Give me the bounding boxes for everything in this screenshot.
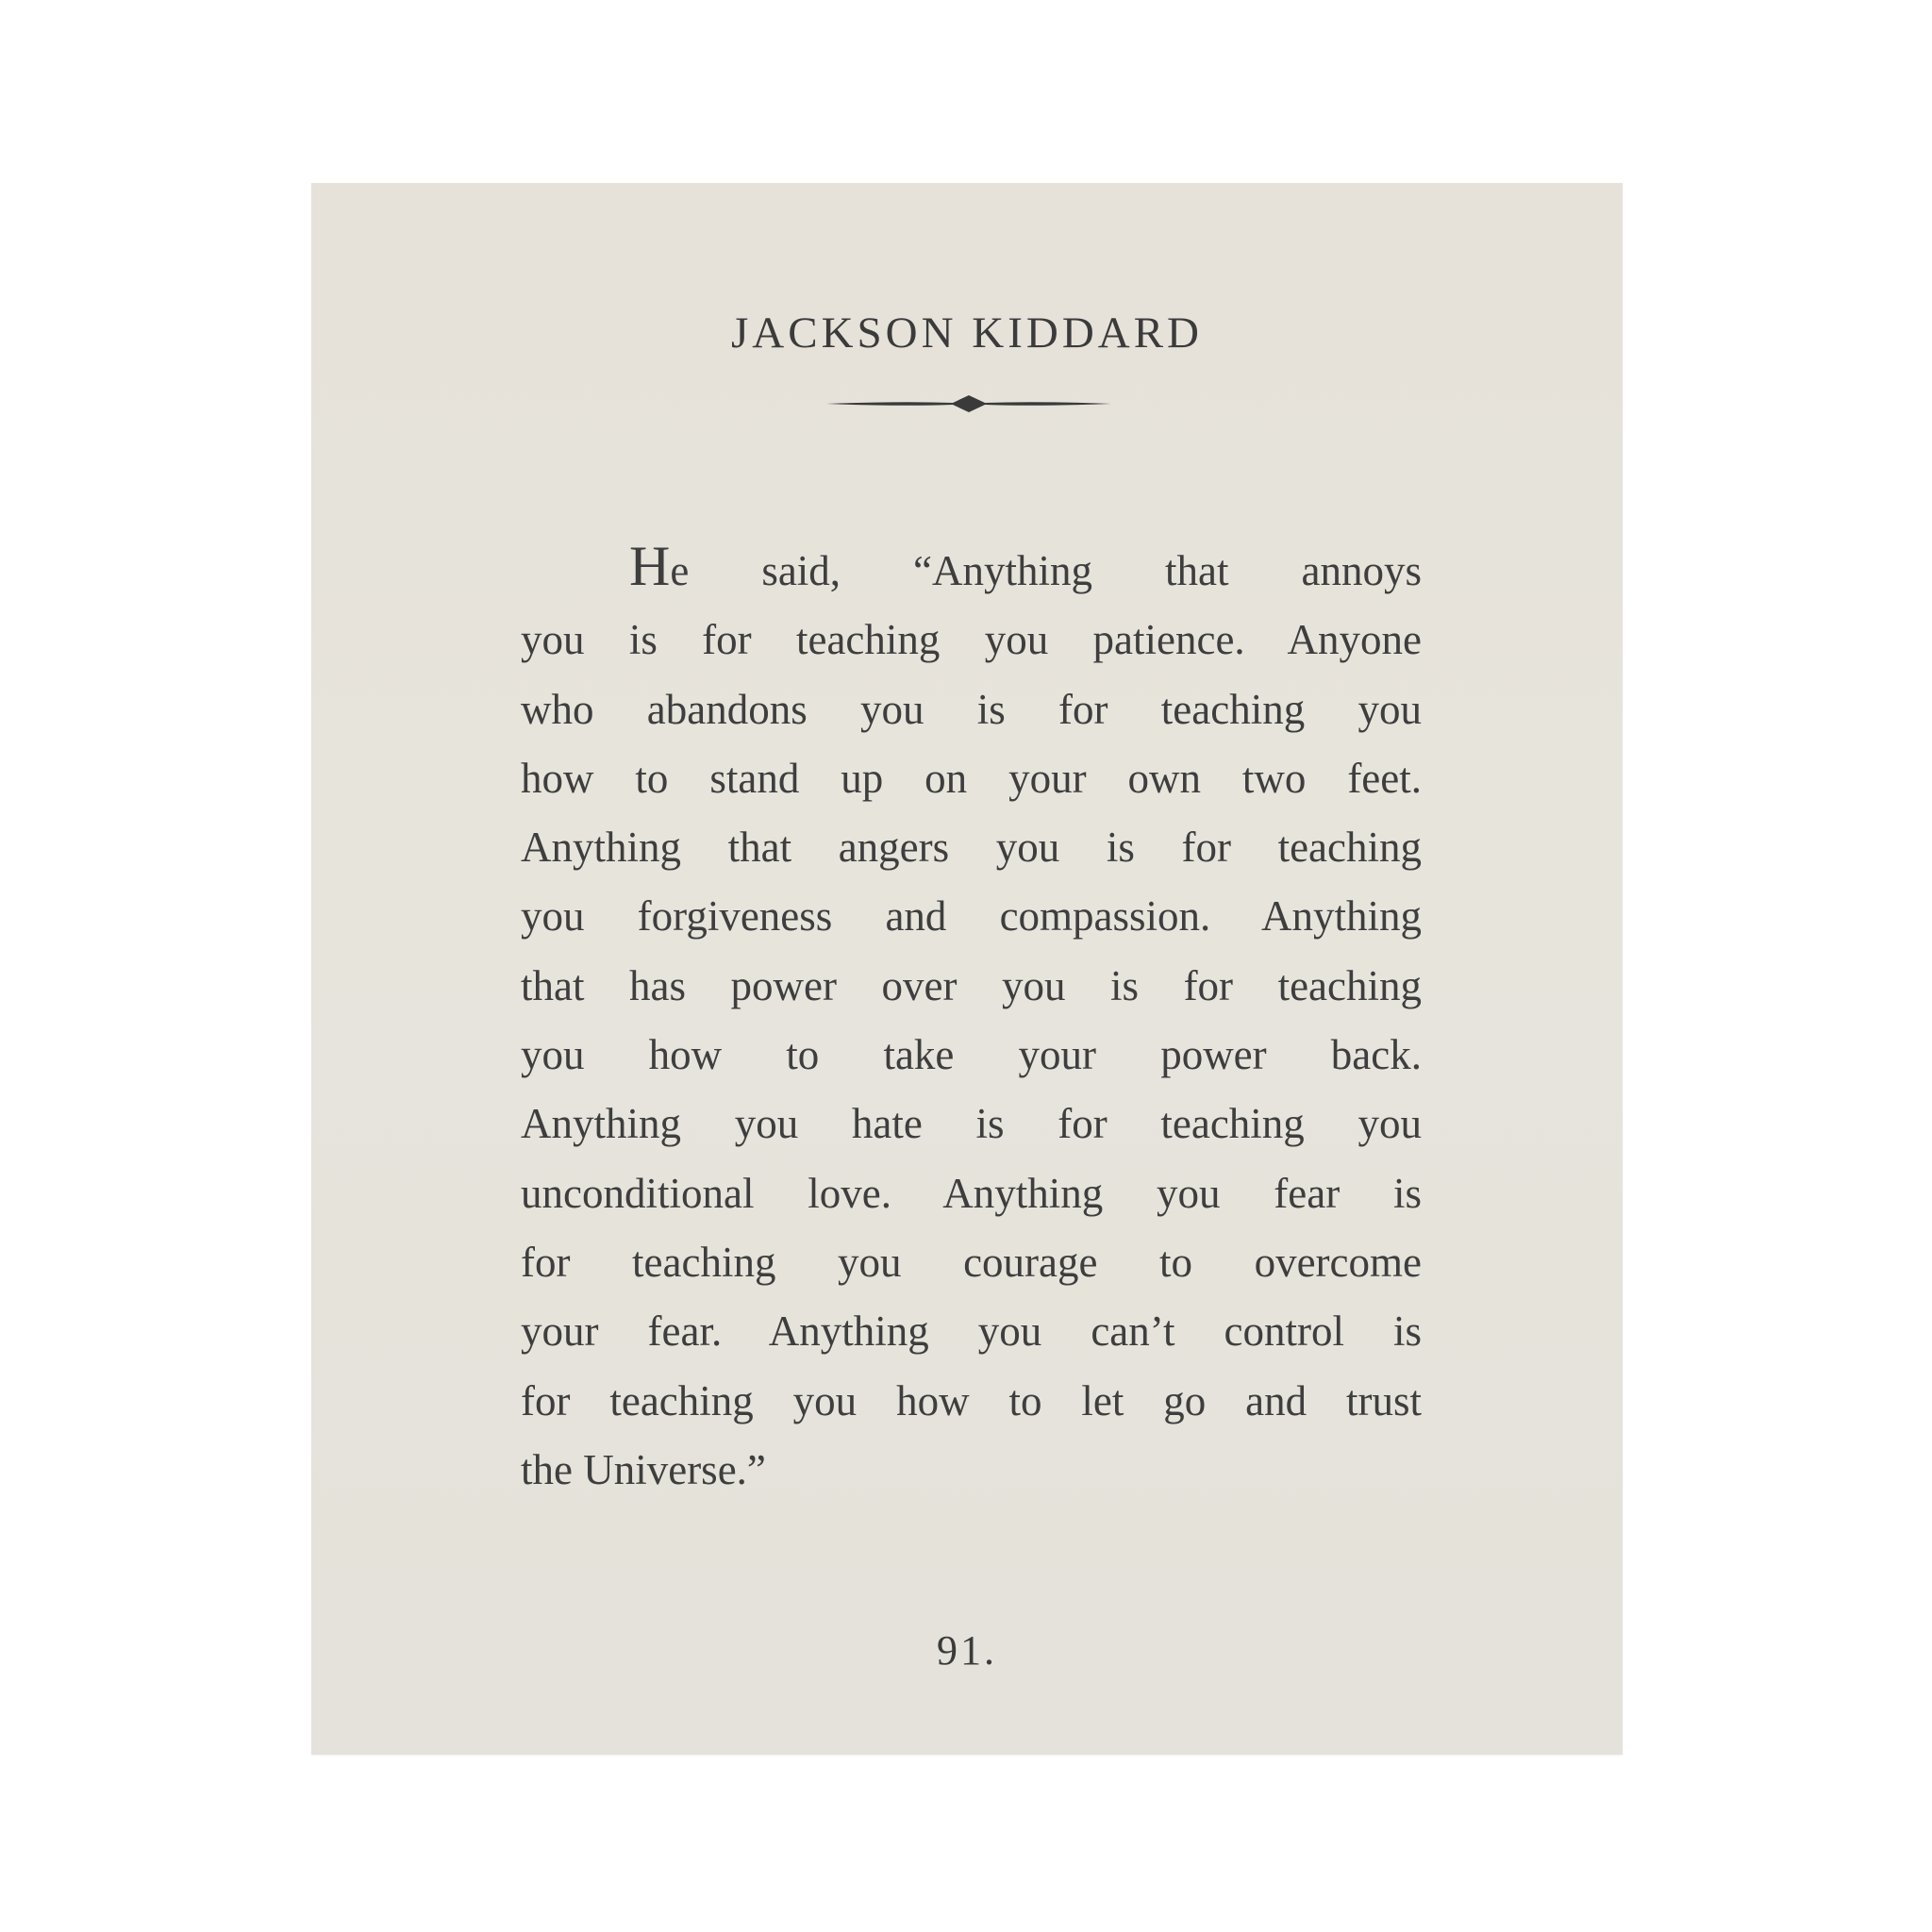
page-heading: JACKSON KIDDARD (730, 308, 1203, 358)
quote-line: Anything you hate is for teaching you (521, 1100, 1422, 1148)
quote-line: for teaching you how to let go and trust (521, 1376, 1422, 1424)
quote-line: you how to take your power back. (521, 1031, 1422, 1079)
quote-line-text: e said, “Anything that annoys (670, 547, 1422, 594)
quote-line: for teaching you courage to overcome (521, 1238, 1422, 1286)
quote-line: the Universe.” (521, 1445, 766, 1493)
quote-line: your fear. Anything you can’t control is (521, 1307, 1422, 1356)
quote-body (521, 532, 1422, 1505)
quote-line: that has power over you is for teaching (521, 961, 1422, 1009)
divider-diamond-icon (824, 392, 1113, 415)
quote-line: you is for teaching you patience. Anyone (521, 616, 1422, 664)
drop-cap: H (629, 535, 671, 597)
book-page (311, 183, 1623, 1755)
quote-line: unconditional love. Anything you fear is (521, 1169, 1422, 1217)
quote-line: you forgiveness and compassion. Anything (521, 892, 1422, 941)
quote-line: Anything that angers you is for teaching (521, 824, 1422, 872)
quote-line (521, 532, 1422, 606)
page-number: 91. (937, 1627, 997, 1674)
quote-line: who abandons you is for teaching you (521, 685, 1422, 733)
quote-line: how to stand up on your own two feet. (521, 754, 1422, 802)
